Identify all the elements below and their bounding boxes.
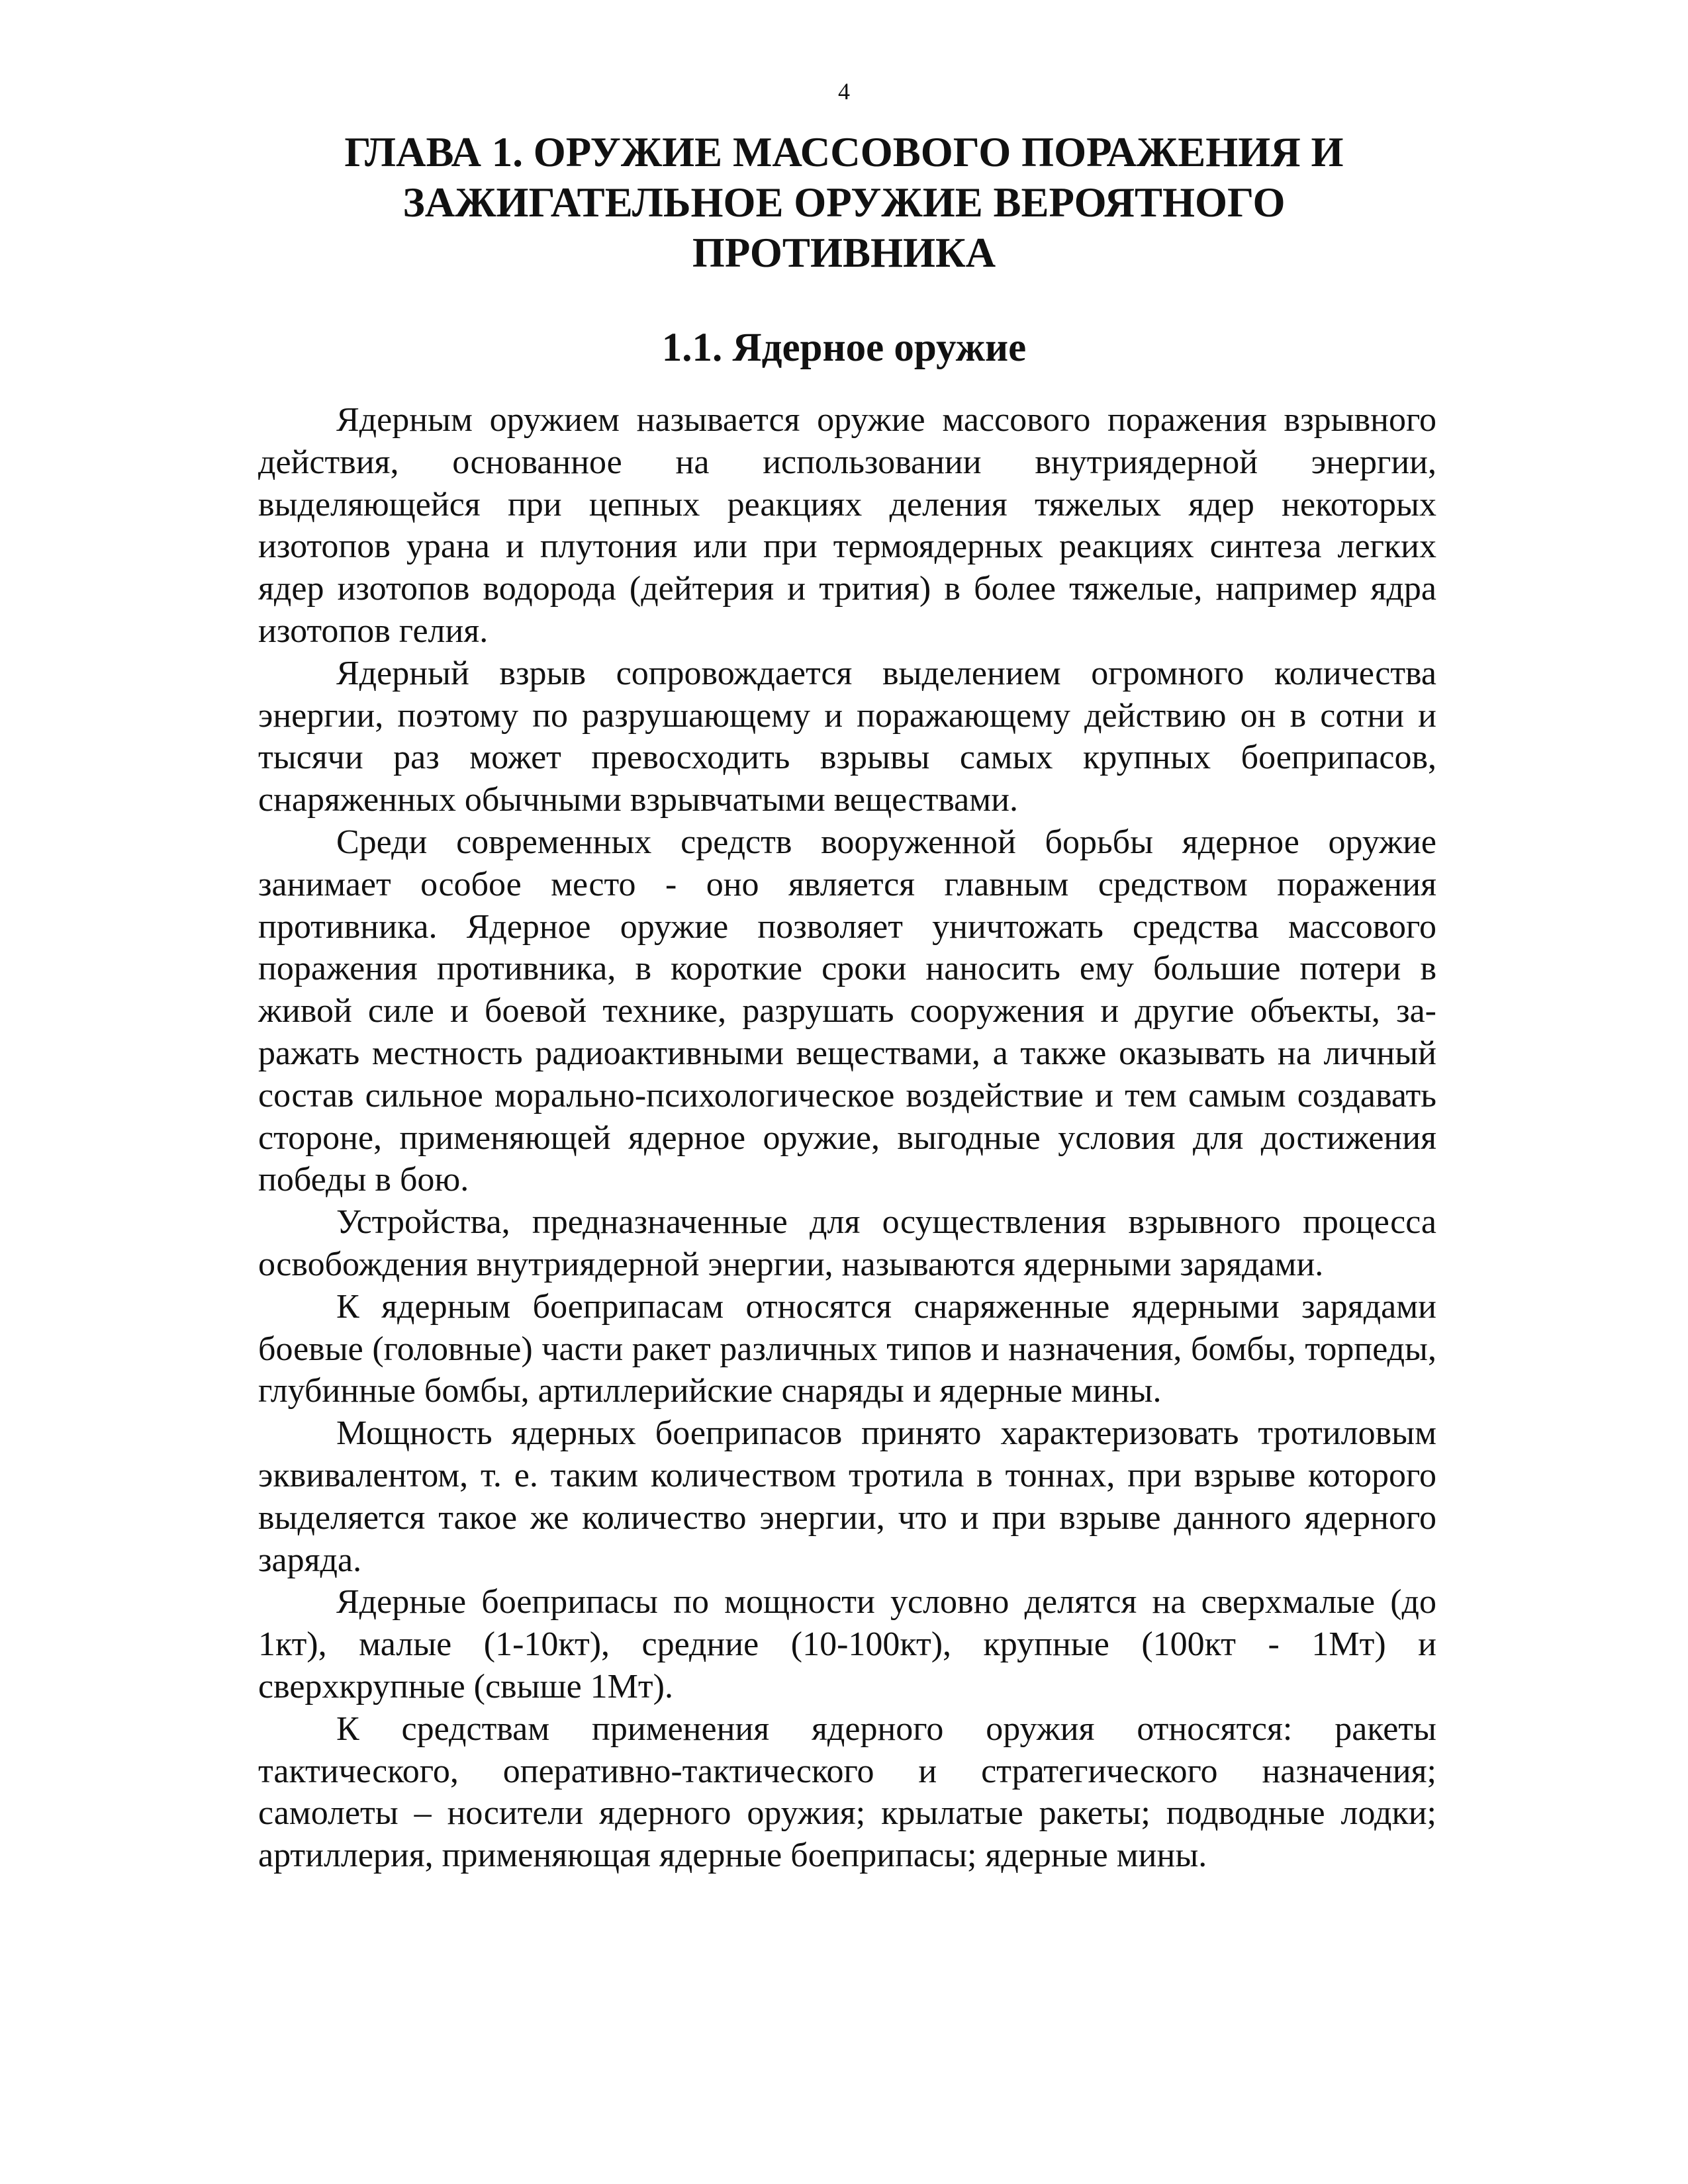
chapter-title — [278, 127, 1410, 278]
paragraph-role-in-warfare: Среди современных средств вооруженной борьбы ядерное оружие занимает особое место - оно является главным средством поражения противника. Ядерное оружие позволяет уничтожать средства массового поражения противника, в короткие сроки наносить ему большие потери в живой силе и боевой технике, разрушать сооружения и другие объекты, за-ражать местность радиоактивными веществами, а также оказывать на личный состав сильное морально-психологическое воздействие и тем самым создавать стороне, применяющей ядерное оружие, выгодные условия для достижения победы в бою. — [258, 823, 1436, 1199]
paragraph-explosion-energy: Ядерный взрыв сопровождается выделением огромного количества энергии, поэтому по разрушающему и поражающему действию он в сотни и тысячи раз может превосходить взрывы самых крупных боеприпасов, снаряженных обычными взрывчатыми веществами. — [258, 654, 1436, 819]
body-text — [258, 399, 1436, 1877]
paragraph-tnt-equivalent: Мощность ядерных боеприпасов принято характеризовать тротиловым эквивалентом, т. е. таким количеством тротила в тоннах, при взрыве которого выделяется такое же количество энергии, что и при взрыве данного ядерного заряда. — [258, 1414, 1436, 1579]
paragraph-yield-classes: Ядерные боеприпасы по мощности условно делятся на сверхмалые (до 1кт), малые (1-10кт), средние (10-100кт), крупные (100кт - 1Мт) и сверхкрупные (свыше 1Мт). — [258, 1583, 1436, 1706]
paragraph-definition: Ядерным оружием называется оружие массового поражения взрывного действия, основанное на использовании внутриядерной энергии, выделяющейся при цепных реакциях деления тяжелых ядер некоторых изотопов урана и плутония или при термоядерных реакциях синтеза легких ядер изотопов водорода (дейтерия и трития) в более тяжелые, например ядра изотопов гелия. — [258, 401, 1436, 650]
paragraph-delivery-means: К средствам применения ядерного оружия относятся: ракеты тактического, оперативно-тактического и стратегического назначения; самолеты – носители ядерного оружия; крылатые ракеты; подводные лодки; артиллерия, применяющая ядерные боеприпасы; ядерные мины. — [258, 1709, 1436, 1875]
chapter-title-line-2: ЗАЖИГАТЕЛЬНОЕ ОРУЖИЕ ВЕРОЯТНОГО — [402, 179, 1286, 226]
paragraph-nuclear-charges: Устройства, предназначенные для осуществления взрывного процесса освобождения внутриядерной энергии, называются ядерными зарядами. — [258, 1203, 1436, 1283]
chapter-title-line-1: ГЛАВА 1. ОРУЖИЕ МАССОВОГО ПОРАЖЕНИЯ И — [344, 129, 1344, 175]
paragraph-munitions: К ядерным боеприпасам относятся снаряженные ядерными зарядами боевые (головные) части ракет различных типов и назначения, бомбы, торпеды, глубинные бомбы, артиллерийские снаряды и ядерные мины. — [258, 1287, 1436, 1410]
chapter-title-line-3: ПРОТИВНИКА — [692, 230, 996, 276]
page-number: 4 — [838, 78, 850, 105]
section-title: 1.1. Ядерное оружие — [661, 326, 1027, 370]
